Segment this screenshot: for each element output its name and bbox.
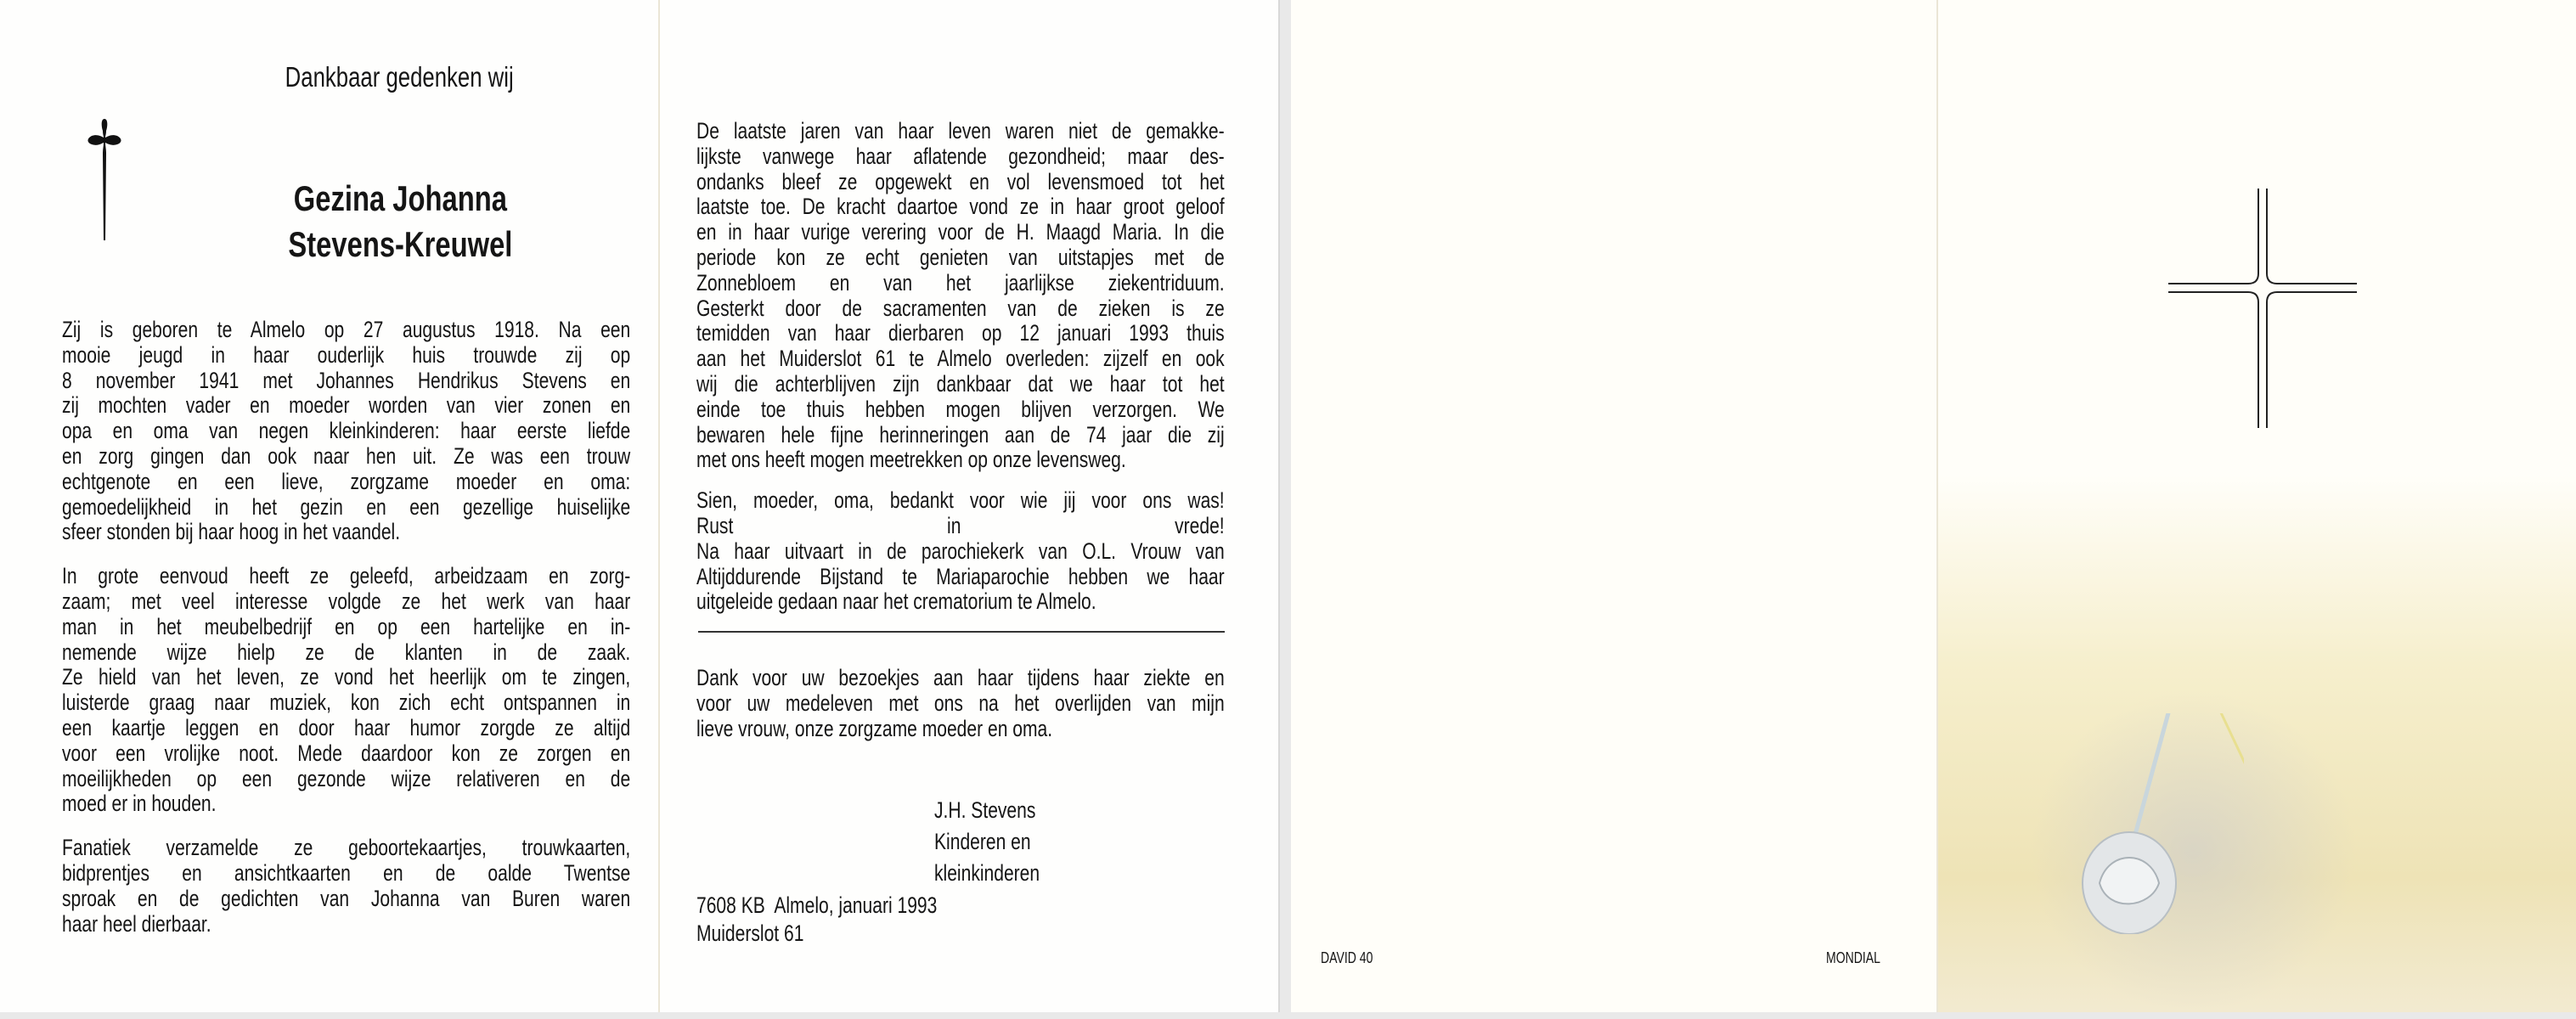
publisher-name: MONDIAL xyxy=(1826,949,1880,966)
text-line: moeilijkheden op een gezonde wijze relativeren en de xyxy=(62,765,631,791)
text-line: bidprentjes en ansichtkaarten en de oalde Twentse xyxy=(62,859,631,886)
signature-line: Kinderen en xyxy=(934,829,1031,854)
text-line: uitgeleide gedaan naar het crematorium te Almelo. xyxy=(696,588,1096,615)
text-line: nemende wijze hielp ze de klanten in de zaak. xyxy=(62,639,631,665)
text-line: aan het Muiderslot 61 te Almelo overleden: zijzelf en ook xyxy=(696,346,1225,372)
text-line: lijkste vanwege haar aflatende gezondheid; maar des- xyxy=(696,143,1225,169)
text-line: met ons heeft mogen meetrekken op onze levensweg. xyxy=(696,447,1126,473)
text-line: Altijddurende Bijstand te Mariaparochie hebben we haar xyxy=(696,563,1225,589)
paragraph xyxy=(62,318,630,545)
text-line: Gesterkt door de sacramenten van de zieken is ze xyxy=(696,295,1225,321)
text-line: zaam; met veel interesse volgde ze het werk van haar xyxy=(62,588,631,614)
signature-line: kleinkinderen xyxy=(934,860,1040,886)
text-line: opa en oma van negen kleinkinderen: haar eerste liefde xyxy=(62,418,631,444)
paragraph xyxy=(696,119,1225,473)
text-line: einde toe thuis hebben mogen blijven verzorgen. We xyxy=(696,396,1225,422)
deceased-name-line2: Stevens-Kreuwel xyxy=(288,224,513,264)
text-line: Rust in vrede! xyxy=(696,512,1225,538)
text-line: lieve vrouw, onze zorgzame moeder en oma. xyxy=(696,715,1053,741)
text-line: man in het meubelbedrijf en op een hartelijke en in- xyxy=(62,613,631,639)
text-line: moed er in houden. xyxy=(62,791,217,817)
text-line: sfeer stonden bij haar hoog in het vaandel. xyxy=(62,519,401,545)
text-line: voor een vrolijke noot. Mede daardoor kon ze zorgen en xyxy=(62,740,631,766)
text-line: wij die achterblijven zijn dankbaar dat we haar tot het xyxy=(696,370,1225,397)
intro-text: Dankbaar gedenken wij xyxy=(285,61,514,93)
text-line: en zorg gingen dan ook naar hen uit. Ze was een trouw xyxy=(62,442,631,469)
rose-icon xyxy=(2057,713,2244,934)
signature xyxy=(934,795,1040,889)
text-line: In grote eenvoud heeft ze geleefd, arbeidzaam en zorg- xyxy=(62,563,631,589)
biography-column-2 xyxy=(696,119,1225,630)
text-line: 8 november 1941 met Johannes Hendrikus Stevens en xyxy=(62,367,631,393)
text-line: Dank voor uw bezoekjes aan haar tijdens haar ziekte en xyxy=(696,665,1225,690)
cross-icon xyxy=(83,117,126,240)
text-line: Zonnebloem en van het jaarlijkse ziekentriduum. xyxy=(696,269,1225,296)
text-line: gemoedelijkheid in het gezin en een gezellige huiselijke xyxy=(62,493,631,520)
text-line: laatste toe. De kracht daartoe vond ze in haar groot geloof xyxy=(696,194,1225,220)
text-line: zij mochten vader en moeder worden van vier zonen en xyxy=(62,392,631,419)
paragraph xyxy=(62,564,630,817)
text-line: luisterde graag naar muziek, kon zich echt ontspannen in xyxy=(62,690,631,716)
text-line: echtgenote en een lieve, zorgzame moeder en oma: xyxy=(62,468,631,494)
address-line: Muiderslot 61 xyxy=(696,920,804,946)
text-line: temidden van haar dierbaren op 12 januari 1993 thuis xyxy=(696,320,1225,346)
text-line: sproak en de gedichten van Johanna van Buren waren xyxy=(62,885,631,911)
text-line: een kaartje leggen en door haar humor zorgde ze altijd xyxy=(62,714,631,740)
biography-column-1 xyxy=(62,318,630,955)
text-line: mooie jeugd in haar ouderlijk huis trouwde zij op xyxy=(62,341,631,368)
deceased-name-line1: Gezina Johanna xyxy=(293,178,508,218)
text-line: De laatste jaren van haar leven waren niet de gemakke- xyxy=(696,118,1225,144)
text-line: bewaren hele fijne herinneringen aan de 74 jaar die zij xyxy=(696,421,1225,448)
text-line: Zij is geboren te Almelo op 27 augustus 1918. Na een xyxy=(62,317,631,342)
printer-code: DAVID 40 xyxy=(1321,949,1373,966)
rose-illustration xyxy=(1938,476,2576,1012)
card-fold xyxy=(658,0,660,1012)
address-line: 7608 KB Almelo, januari 1993 xyxy=(696,892,938,918)
card-outside xyxy=(1291,0,2576,1012)
text-line: Ze hield van het leven, ze vond het heerlijk om te zingen, xyxy=(62,664,631,690)
text-line: ondanks bleef ze opgewekt en vol levensmoed tot het xyxy=(696,168,1225,194)
signature-line: J.H. Stevens xyxy=(934,797,1036,823)
cross-icon xyxy=(2168,189,2357,428)
divider xyxy=(698,631,1225,633)
text-line: voor uw medeleven met ons na het overlijden van mijn xyxy=(696,690,1225,716)
text-line: haar heel dierbaar. xyxy=(62,910,211,937)
text-line: Na haar uitvaart in de parochiekerk van O.L. Vrouw van xyxy=(696,538,1225,564)
thanks-text xyxy=(696,666,1225,741)
text-line: en in haar vurige verering voor de H. Maagd Maria. In die xyxy=(696,219,1225,245)
paragraph xyxy=(696,488,1225,615)
text-line: Fanatiek verzamelde ze geboortekaartjes, trouwkaarten, xyxy=(62,835,631,861)
text-line: periode kon ze echt genieten van uitstapjes met de xyxy=(696,244,1225,270)
address xyxy=(696,892,937,948)
card-inside xyxy=(0,0,1280,1012)
paragraph xyxy=(62,836,630,937)
text-line: Sien, moeder, oma, bedankt voor wie jij voor ons was! xyxy=(696,487,1225,514)
